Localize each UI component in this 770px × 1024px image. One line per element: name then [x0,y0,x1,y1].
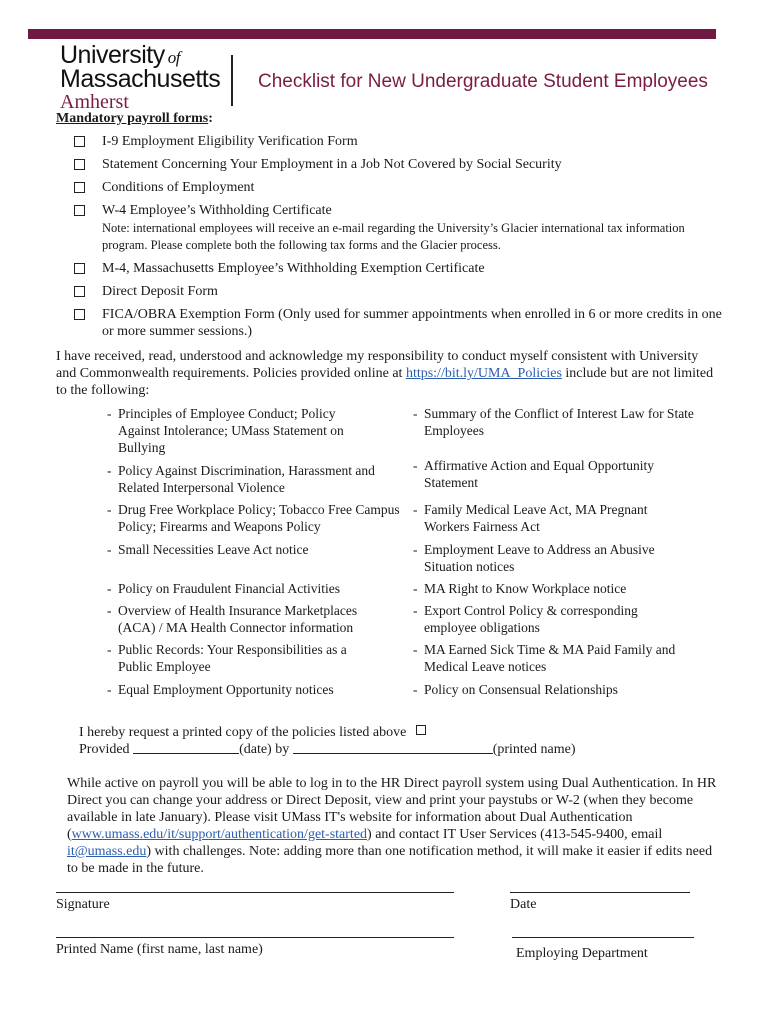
authentication-link[interactable]: www.umass.edu/it/support/authentication/get-started [71,827,368,842]
policy-dash: - [413,581,418,596]
checklist-label: Statement Concerning Your Employment in a Job Not Covered by Social Security [102,157,562,172]
mandatory-heading [56,111,213,127]
hr-text-2: ) and contact IT User Services (413-545-9400, email [367,827,663,842]
mandatory-heading-text: Mandatory payroll forms [56,111,209,126]
print-request-text: I hereby request a printed copy of the policies listed above [79,725,407,740]
policy-dash: - [413,682,418,697]
policy-dash: - [413,458,418,473]
department-label: Employing Department [516,946,648,961]
policy-text: Drug Free Workplace Policy; Tobacco Free Campus Policy; Firearms and Weapons Policy [118,502,400,534]
checklist-label: Direct Deposit Form [102,284,218,299]
hr-direct-paragraph [67,775,722,877]
logo-of: of [167,48,180,67]
policy-text: Export Control Policy & corresponding employee obligations [424,603,638,635]
logo-amherst: Amherst [60,91,129,113]
signature-label: Signature [56,897,110,912]
policy-dash: - [107,581,112,596]
policy-text: Principles of Employee Conduct; Policy Against Intolerance; UMass Statement on Bullying [118,406,344,455]
policy-dash: - [413,542,418,557]
checkbox[interactable] [74,205,85,216]
policy-dash: - [107,603,112,618]
provided-date-field[interactable] [133,741,239,754]
policy-dash: - [107,463,112,478]
print-request [79,724,576,758]
logo-university: University [60,41,165,69]
umass-logo [60,43,220,112]
provided-name-field[interactable] [293,741,493,754]
department-line[interactable] [512,937,694,938]
checklist-label: M-4, Massachusetts Employee’s Withholding Exemption Certificate [102,261,485,276]
policy-dash: - [413,642,418,657]
policy-text: MA Earned Sick Time & MA Paid Family and Medical Leave notices [424,642,676,674]
policy-text: Family Medical Leave Act, MA Pregnant Workers Fairness Act [424,502,648,534]
hr-text-1: While active on payroll you will be able to log in to the HR Direct payroll system using Dual Authentication. In HR Direct you can change your address or Direct Deposit, view and print your paystubs or W-2 (when they become available in late January). Please visit UMass IT's website for information about Dual Authentication ( [67,776,717,842]
policy-text: Employment Leave to Address an Abusive Situation notices [424,542,655,574]
checkbox[interactable] [74,182,85,193]
policy-dash: - [413,406,418,421]
policy-text: Policy on Consensual Relationships [424,682,618,697]
policy-text: Equal Employment Opportunity notices [118,682,334,697]
policy-text: Policy Against Discrimination, Harassment and Related Interpersonal Violence [118,463,375,495]
policy-dash: - [107,682,112,697]
policy-dash: - [107,642,112,657]
page-title: Checklist for New Undergraduate Student Employees [258,71,708,92]
policy-dash: - [107,542,112,557]
hr-text-3: ) with challenges. Note: adding more than one notification method, it will make it easier if edits need to be made in the future. [67,844,713,876]
policy-text: Public Records: Your Responsibilities as a Public Employee [118,642,347,674]
international-note: Note: international employees will receive an e-mail regarding the University’s Glacier international tax information program. Please complete both the following tax forms and the Glacier process. [102,221,685,252]
printed-name-label: (printed name) [492,742,576,757]
policy-text: MA Right to Know Workplace notice [424,581,627,596]
checklist-label: I-9 Employment Eligibility Verification Form [102,134,358,149]
policy-dash: - [107,406,112,421]
ack-text-after: include but are not limited to the following: [56,366,714,398]
checkbox[interactable] [74,136,85,147]
date-line[interactable] [510,892,690,893]
policy-text: Small Necessities Leave Act notice [118,542,309,557]
date-by-label: (date) by [239,742,290,757]
header-divider [231,55,233,106]
policy-text: Policy on Fraudulent Financial Activities [118,581,340,596]
policy-dash: - [413,603,418,618]
checklist-label: W-4 Employee’s Withholding Certificate [102,203,332,218]
acknowledgement-paragraph [56,348,720,399]
policy-dash: - [107,502,112,517]
date-label: Date [510,897,537,912]
mandatory-heading-colon: : [208,111,213,126]
checkbox[interactable] [74,263,85,274]
policy-text: Overview of Health Insurance Marketplaces (ACA) / MA Health Connector information [118,603,358,635]
printed-name-line[interactable] [56,937,454,938]
checkbox[interactable] [74,159,85,170]
ack-text-before: I have received, read, understood and acknowledge my responsibility to conduct myself consistent with University and Commonwealth requirements. Policies provided online at [56,349,699,381]
checklist-label: Conditions of Employment [102,180,255,195]
signature-line[interactable] [56,892,454,893]
policy-text: Summary of the Conflict of Interest Law for State Employees [424,406,694,438]
checkbox[interactable] [74,309,85,320]
policies-link[interactable]: https://bit.ly/UMA_Policies [405,366,562,381]
policy-dash: - [413,502,418,517]
checklist-label: FICA/OBRA Exemption Form (Only used for summer appointments when enrolled in 6 or more credits in one or more summer sessions.) [102,307,722,339]
checkbox[interactable] [74,286,85,297]
printed-name-label: Printed Name (first name, last name) [56,942,263,957]
it-email-link[interactable]: it@umass.edu [67,844,147,859]
print-request-checkbox[interactable] [416,725,426,735]
logo-massachusetts: Massachusetts [60,65,221,93]
policy-text: Affirmative Action and Equal Opportunity Statement [424,458,654,490]
provided-label: Provided [79,742,130,757]
brand-bar [28,29,716,39]
